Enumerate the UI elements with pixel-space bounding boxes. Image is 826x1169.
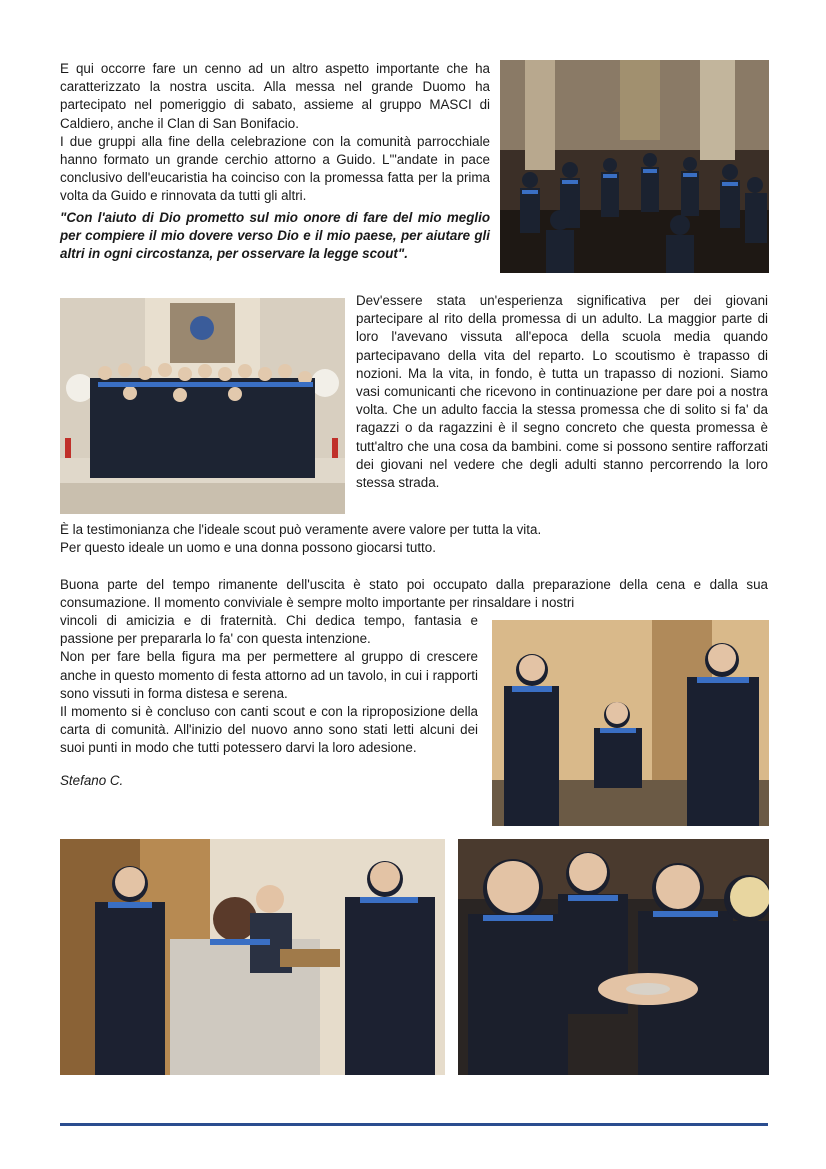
reflection-text-block: [356, 292, 768, 492]
dinner-text-block: [60, 612, 478, 790]
intro-paragraph-1: E qui occorre fare un cenno ad un altro aspetto importante che ha caratterizzato la nostra uscita. Alla messa nel grande Duomo ha partecipato nel pomeriggio di sabato, assieme al gruppo MASCI di Caldiero, anche il Clan di San Bonifacio.: [60, 61, 490, 131]
photo-kitchen-group: [60, 839, 445, 1075]
author-signature: Stefano C.: [60, 772, 124, 788]
dinner-text-full: [60, 576, 768, 612]
footer-rule: [60, 1123, 768, 1126]
photo-three-men: [492, 620, 769, 826]
photo-closeup-hands: [458, 839, 769, 1075]
reflection-paragraph-2: È la testimonianza che l'ideale scout può veramente avere valore per tutta la vita.: [60, 522, 542, 537]
dinner-paragraph-1b: vincoli di amicizia e di fraternità. Chi dedica tempo, fantasia e passione per prepararla lo fa' con questa intenzione.: [60, 613, 478, 647]
photo-church-circle: [500, 60, 769, 273]
photo-altar-group: [60, 298, 345, 514]
scout-promise-quote: "Con l'aiuto di Dio prometto sul mio onore di fare del mio meglio per compiere il mio dovere verso Dio e il mio paese, per aiutare gli altri in ogni circostanza, per osservare la legge scout".: [60, 209, 490, 262]
reflection-paragraph-1: Dev'essere stata un'esperienza significativa per dei giovani partecipare al rito della promessa di un adulto. La maggior parte di loro l'avevano vissuta all'epoca della scuola media quando partecipavano della vita del reparto. Lo scoutismo è trapasso di nozioni. Ma la vita, in fondo, è tutta un trapasso di nozioni. Siamo vasi comunicanti che ricevono in continuazione per dare poi a nostra volta. Che un adulto faccia la stessa promessa che di solito si fa' da ragazzi o da ragazzini è il segno concreto che questa promessa è tutt'altro che una cosa da bambini. come si possono sentire rafforzati dei giovani nel vedere che degli adulti stanno percorrendo la loro stessa strada.: [356, 293, 768, 491]
dinner-paragraph-1a: Buona parte del tempo rimanente dell'uscita è stato poi occupato dalla preparazione della cena e dalla sua consumazione. Il momento conviviale è sempre molto importante per rinsaldare i nostri: [60, 577, 768, 611]
dinner-paragraph-3: Il momento si è concluso con canti scout e con la riproposizione della carta di comunità. All'inizio del nuovo anno sono stati letti alcuni dei suoi punti in modo che tutti potessero darvi la loro adesione.: [60, 704, 478, 756]
intro-paragraph-2: I due gruppi alla fine della celebrazione con la comunità parrocchiale hanno formato un grande cerchio attorno a Guido. L'"andate in pace conclusivo dell'eucaristia ha coinciso con la promessa fatta per la prima volta da Guido e rinnovata da tutti gli altri.: [60, 133, 490, 204]
reflection-text-tail: [60, 521, 768, 557]
reflection-paragraph-3: Per questo ideale un uomo e una donna possono giocarsi tutto.: [60, 540, 436, 556]
intro-text-block: [60, 60, 490, 263]
dinner-paragraph-2: Non per fare bella figura ma per permettere al gruppo di crescere anche in questo momento di festa attorno ad un tavolo, in cui i rapporti sono vissuti in forma distesa e serena.: [60, 649, 478, 701]
